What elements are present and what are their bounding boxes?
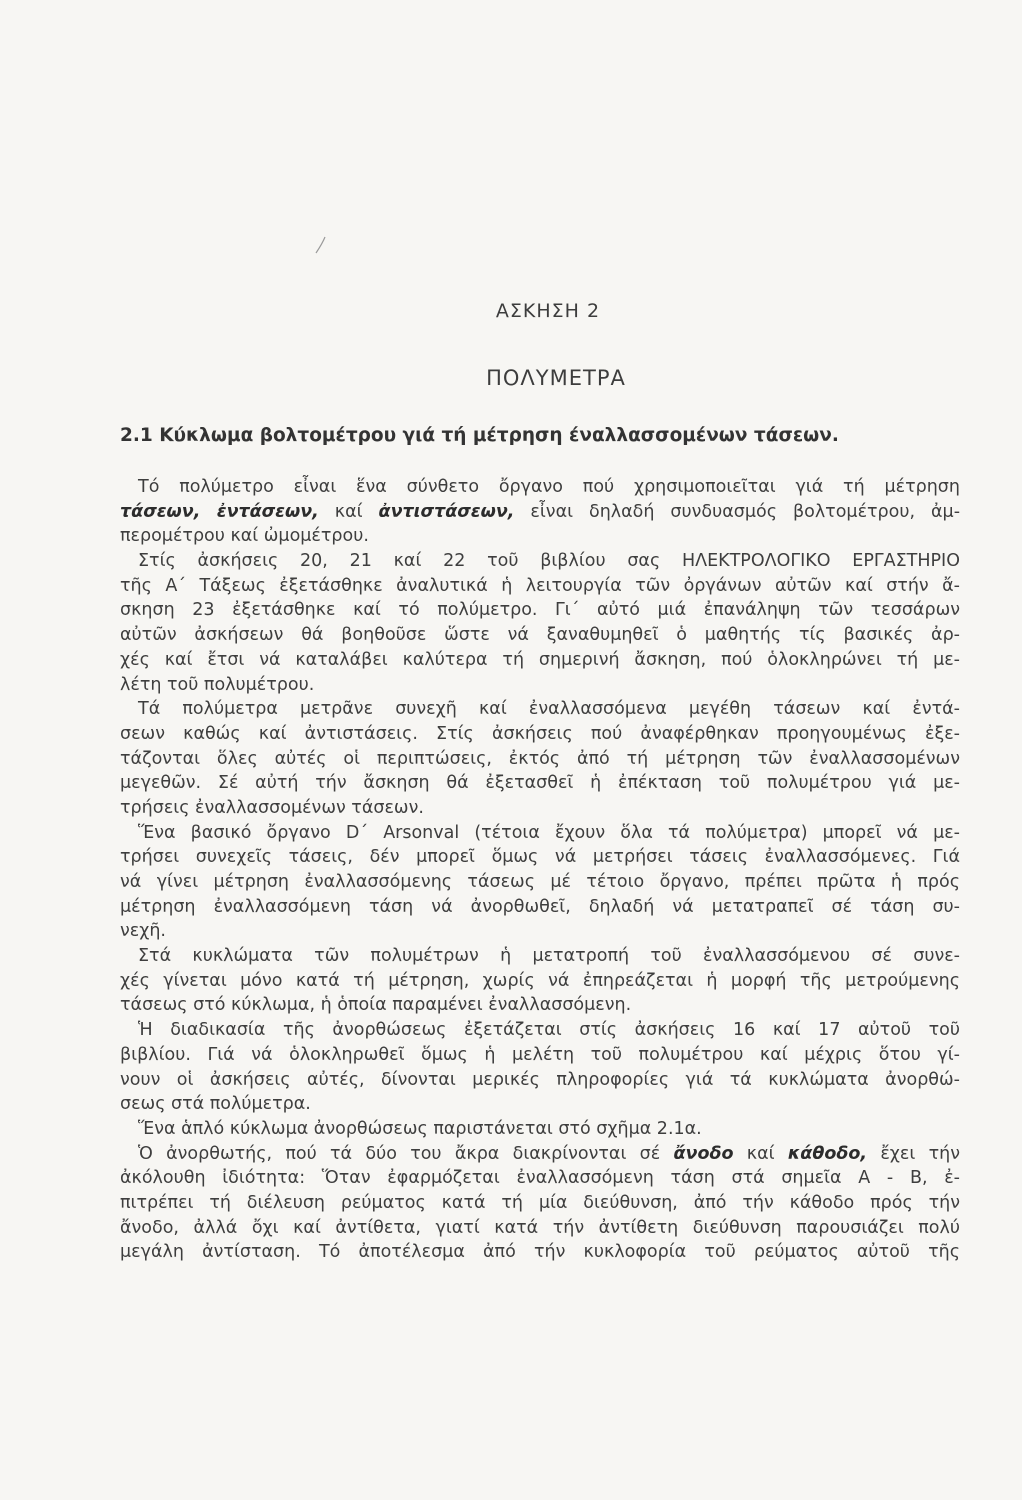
text-line: τάσεως στό κύκλωμα, ἡ ὁποία παραμένει ἐναλλασσόμενη. <box>120 995 632 1016</box>
text-line: Στά κυκλώματα τῶν πολυμέτρων ἡ μετατροπή τοῦ ἐναλλασσόμενου σέ συνε- <box>138 946 960 967</box>
text-line <box>120 1142 960 1167</box>
text-line: νουν οἱ ἀσκήσεις αὐτές, δίνονται μερικές πληροφορίες γιά τά κυκλώματα ἀνορθώ- <box>120 1069 960 1090</box>
text-line: ἀκόλουθη ἰδιότητα: Ὅταν ἐφαρμόζεται ἐναλλασσόμενη τάση στά σημεῖα Α - Β, ἐ- <box>120 1168 960 1189</box>
text-line: Ἕνα βασικό ὄργανο D΄ Arsonval (τέτοια ἔχουν ὅλα τά πολύμετρα) μπορεῖ νά με- <box>138 822 960 843</box>
text-line: Ἡ διαδικασία τῆς ἀνορθώσεως ἐξετάζεται στίς ἀσκήσεις 16 καί 17 αὐτοῦ τοῦ <box>138 1020 960 1041</box>
text-line <box>120 500 960 525</box>
bold-term: τάσεων, ἐντάσεων, <box>120 501 319 522</box>
pen-mark <box>314 236 328 254</box>
bold-term: κάθοδο, <box>787 1143 868 1164</box>
text-line: Τά πολύμετρα μετρᾶνε συνεχῆ καί ἐναλλασσόμενα μεγέθη τάσεων καί ἐντά- <box>138 699 960 720</box>
bold-term: ἄνοδο <box>673 1143 734 1164</box>
text-line: χές καί ἔτσι νά καταλάβει καλύτερα τή σημερινή ἄσκηση, πού ὁλοκληρώνει τή με- <box>120 649 960 670</box>
text-line: Τό πολύμετρο εἶναι ἕνα σύνθετο ὄργανο πού χρησιμοποιεῖται γιά τή μέτρηση <box>138 477 960 497</box>
text-line: Στίς ἀσκήσεις 20, 21 καί 22 τοῦ βιβλίου σας ΗΛΕΚΤΡΟΛΟΓΙΚΟ ΕΡΓΑΣΤΗΡΙΟ <box>138 551 960 572</box>
exercise-title: ΑΣΚΗΣΗ 2 <box>495 300 601 322</box>
text-line: τρήσεις ἐναλλασσομένων τάσεων. <box>120 797 424 818</box>
text-span: εἶναι δηλαδή συνδυασμός βολτομέτρου, ἀμ- <box>514 501 960 522</box>
text-span: ἔχει τήν <box>867 1143 960 1164</box>
text-line: σεων καθώς καί ἀντιστάσεις. Στίς ἀσκήσεις πού ἀναφέρθηκαν προηγουμένως ἐξε- <box>120 723 960 744</box>
text-line: σκηση 23 ἐξετάσθηκε καί τό πολύμετρο. Γι΄ αὐτό μιά ἐπανάληψη τῶν τεσσάρων <box>120 600 960 621</box>
text-line: ἄνοδο, ἀλλά ὄχι καί ἀντίθετα, γιατί κατά τήν ἀντίθετη διεύθυνση παρουσιάζει πολύ <box>120 1217 960 1238</box>
text-span: Ὁ ἀνορθωτής, πού τά δύο του ἄκρα διακρίνονται σέ <box>138 1143 674 1164</box>
text-span: καί <box>318 501 379 522</box>
section-heading: 2.1 Κύκλωμα βολτομέτρου γιά τή μέτρηση έναλλασσομένων τάσεων. <box>120 425 839 446</box>
text-line: νεχῆ. <box>120 921 166 942</box>
text-line: χές γίνεται μόνο κατά τή μέτρηση, χωρίς νά ἐπηρεάζεται ἡ μορφή τῆς μετρούμενης <box>120 970 960 991</box>
text-line: σεως στά πολύμετρα. <box>120 1094 311 1115</box>
text-line: λέτη τοῦ πολυμέτρου. <box>120 674 315 695</box>
text-line: αὐτῶν ἀσκήσεων θά βοηθοῦσε ὥστε νά ξαναθυμηθεῖ ὁ μαθητής τίς βασικές ἀρ- <box>120 625 960 646</box>
text-line: μέτρηση ἐναλλασσόμενη τάση νά ἀνορθωθεῖ, δηλαδή νά μετατραπεῖ σέ τάση συ- <box>120 896 960 917</box>
text-line: τρήσει συνεχεῖς τάσεις, δέν μπορεῖ ὅμως νά μετρήσει τάσεις ἐναλλασσόμενες. Γιά <box>120 847 960 868</box>
text-line: περομέτρου καί ὠμομέτρου. <box>120 526 369 547</box>
text-line: μεγάλη ἀντίσταση. Τό ἀποτέλεσμα ἀπό τήν κυκλοφορία τοῦ ρεύματος αὐτοῦ τῆς <box>120 1242 960 1263</box>
text-line: βιβλίου. Γιά νά ὁλοκληρωθεῖ ὅμως ἡ μελέτη τοῦ πολυμέτρου καί μέχρις ὅτου γί- <box>120 1044 960 1065</box>
bold-term: ἀντιστάσεων, <box>378 501 515 522</box>
body-text <box>120 475 960 1265</box>
text-line: νά γίνει μέτρηση ἐναλλασσόμενης τάσεως μέ τέτοιο ὄργανο, πρέπει πρῶτα ἡ πρός <box>120 872 960 892</box>
text-line: τῆς Α΄ Τάξεως ἐξετάσθηκε ἀναλυτικά ἡ λειτουργία τῶν ὀργάνων αὐτῶν καί στήν ἄ- <box>120 575 960 596</box>
text-line: τάζονται ὅλες αὐτές οἱ περιπτώσεις, ἐκτός ἀπό τή μέτρηση τῶν ἐναλλασσομένων <box>120 748 960 769</box>
chapter-title: ΠΟΛΥΜΕΤΡΑ <box>486 366 626 390</box>
text-line: πιτρέπει τή διέλευση ρεύματος κατά τή μία διεύθυνση, ἀπό τήν κάθοδο πρός τήν <box>120 1192 960 1213</box>
text-line: μεγεθῶν. Σέ αὐτή τήν ἄσκηση θά ἐξετασθεῖ ἡ ἐπέκταση τοῦ πολυμέτρου γιά με- <box>120 773 960 794</box>
text-span: καί <box>733 1143 788 1164</box>
text-line: Ἕνα ἁπλό κύκλωμα ἀνορθώσεως παριστάνεται στό σχῆμα 2.1α. <box>138 1118 702 1139</box>
